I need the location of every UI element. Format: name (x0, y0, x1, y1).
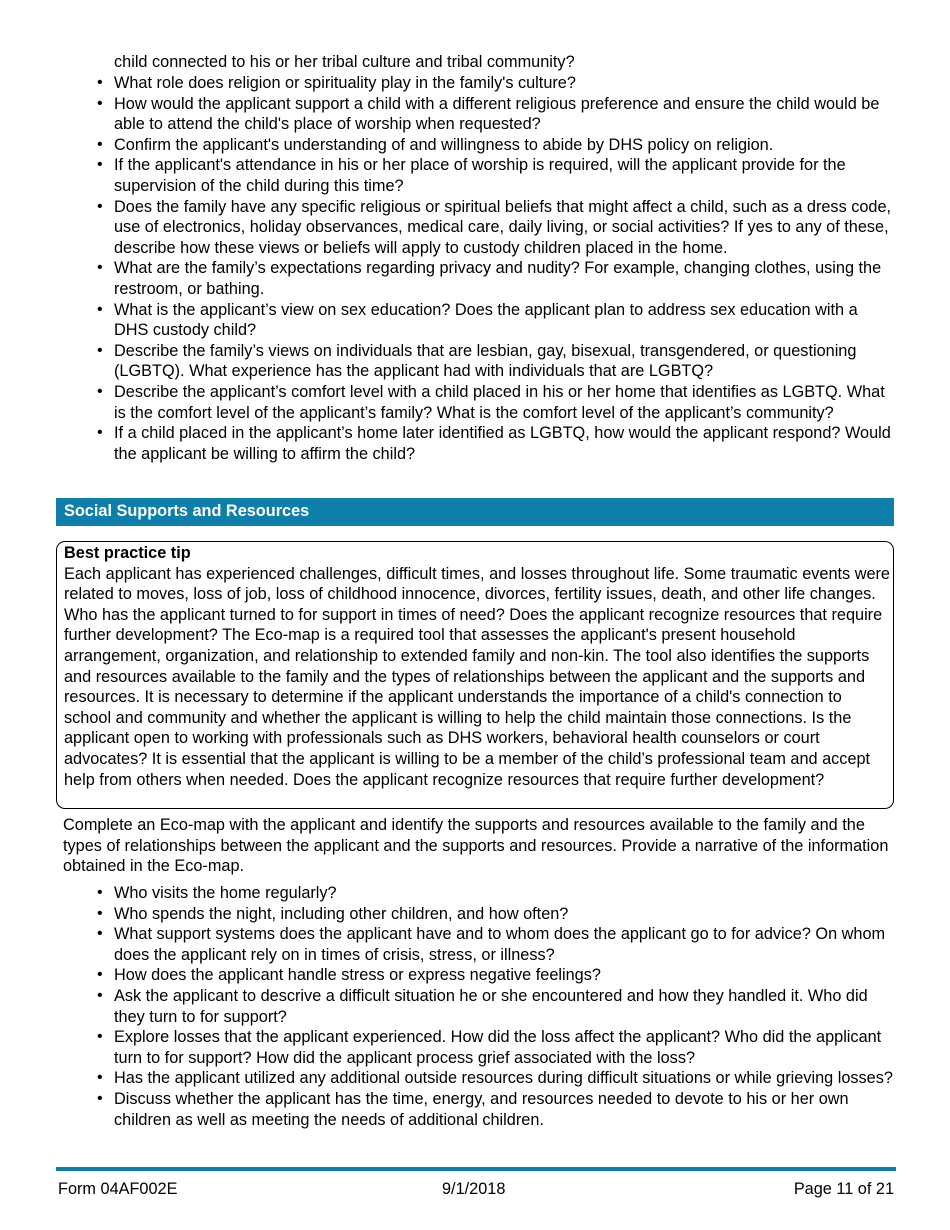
list-item: • Who spends the night, including other children, and how often? (114, 904, 894, 925)
list-item: • What are the family’s expectations regarding privacy and nudity? For example, changing clothes, using the restroom, or bathing. (114, 258, 896, 299)
list-item: • What support systems does the applicant have and to whom does the applicant go to for advice? On whom does the applicant rely on in times of crisis, stress, or illness? (114, 924, 894, 965)
list-item: • How would the applicant support a child with a different religious preference and ensure the child would be able to attend the child's place of worship when requested? (114, 94, 896, 135)
continuation-text: child connected to his or her tribal culture and tribal community? (114, 53, 575, 71)
tip-title: Best practice tip (64, 544, 191, 562)
list-item: • Does the family have any specific religious or spiritual beliefs that might affect a child, such as a dress code, use of electronics, holiday observances, medical care, daily living, or social activities? If yes to any of these, describe how these views or beliefs will apply to custody children placed in the home. (114, 197, 896, 259)
footer-date: 9/1/2018 (442, 1180, 506, 1198)
section-heading: Social Supports and Resources (56, 498, 894, 526)
eco-map-paragraph: Complete an Eco-map with the applicant and identify the supports and resources available to the family and the types of relationships between the applicant and the supports and resources. Provide a narrative of the information obtained in the Eco-map. (63, 816, 889, 876)
list-item: • Discuss whether the applicant has the time, energy, and resources needed to devote to his or her own children as well as meeting the needs of additional children. (114, 1089, 894, 1130)
support-question-list (114, 883, 894, 1130)
list-item: • Explore losses that the applicant experienced. How did the loss affect the applicant? Who did the applicant turn to for support? How did the applicant process grief associated with the loss? (114, 1027, 894, 1068)
list-item: • Who visits the home regularly? (114, 883, 894, 904)
list-item: • If the applicant's attendance in his or her place of worship is required, will the applicant provide for the supervision of the child during this time? (114, 155, 896, 196)
tip-body: Each applicant has experienced challenges, difficult times, and losses throughout life. Some traumatic events were related to moves, loss of job, loss of childhood innocence, divorces, fertility issues, death, and other life changes. Who has the applicant turned to for support in times of need? Does the applicant recognize resources that require further development? The Eco-map is a required tool that assesses the applicant's present household arrangement, organization, and relationship to extended family and non-kin. The tool also identifies the supports and resources available to the family and the types of relationships between the applicant and the supports and resources. It is necessary to determine if the applicant understands the importance of a child's connection to school and community and whether the applicant is willing to help the child maintain those connections. Is the applicant open to working with professionals such as DHS workers, behavioral health counselors or court advocates? It is essential that the applicant is willing to be a member of the child’s professional team and accept help from others when needed. Does the applicant recognize resources that require further development? (64, 564, 890, 789)
religion-question-list (114, 73, 896, 464)
footer-page-number: Page 11 of 21 (793, 1180, 894, 1198)
list-item: • Describe the applicant’s comfort level with a child placed in his or her home that identifies as LGBTQ. What is the comfort level of the applicant’s family? What is the comfort level of the applicant’s community? (114, 382, 896, 423)
list-item: • How does the applicant handle stress or express negative feelings? (114, 965, 894, 986)
footer-divider (56, 1167, 896, 1171)
list-item: • What is the applicant’s view on sex education? Does the applicant plan to address sex education with a DHS custody child? (114, 300, 896, 341)
list-item: • Ask the applicant to descrive a difficult situation he or she encountered and how they handled it. Who did they turn to for support? (114, 986, 894, 1027)
list-item: • If a child placed in the applicant’s home later identified as LGBTQ, how would the applicant respond? Would the applicant be willing to affirm the child? (114, 423, 896, 464)
list-item: • What role does religion or spirituality play in the family's culture? (114, 73, 896, 94)
list-item: • Describe the family’s views on individuals that are lesbian, gay, bisexual, transgendered, or questioning (LGBTQ). What experience has the applicant had with individuals that are LGBTQ? (114, 341, 896, 382)
list-item: • Has the applicant utilized any additional outside resources during difficult situations or while grieving losses? (114, 1068, 894, 1089)
best-practice-tip-box (56, 541, 894, 809)
list-item: • Confirm the applicant's understanding of and willingness to abide by DHS policy on religion. (114, 135, 896, 156)
footer-form-number: Form 04AF002E (58, 1180, 178, 1198)
